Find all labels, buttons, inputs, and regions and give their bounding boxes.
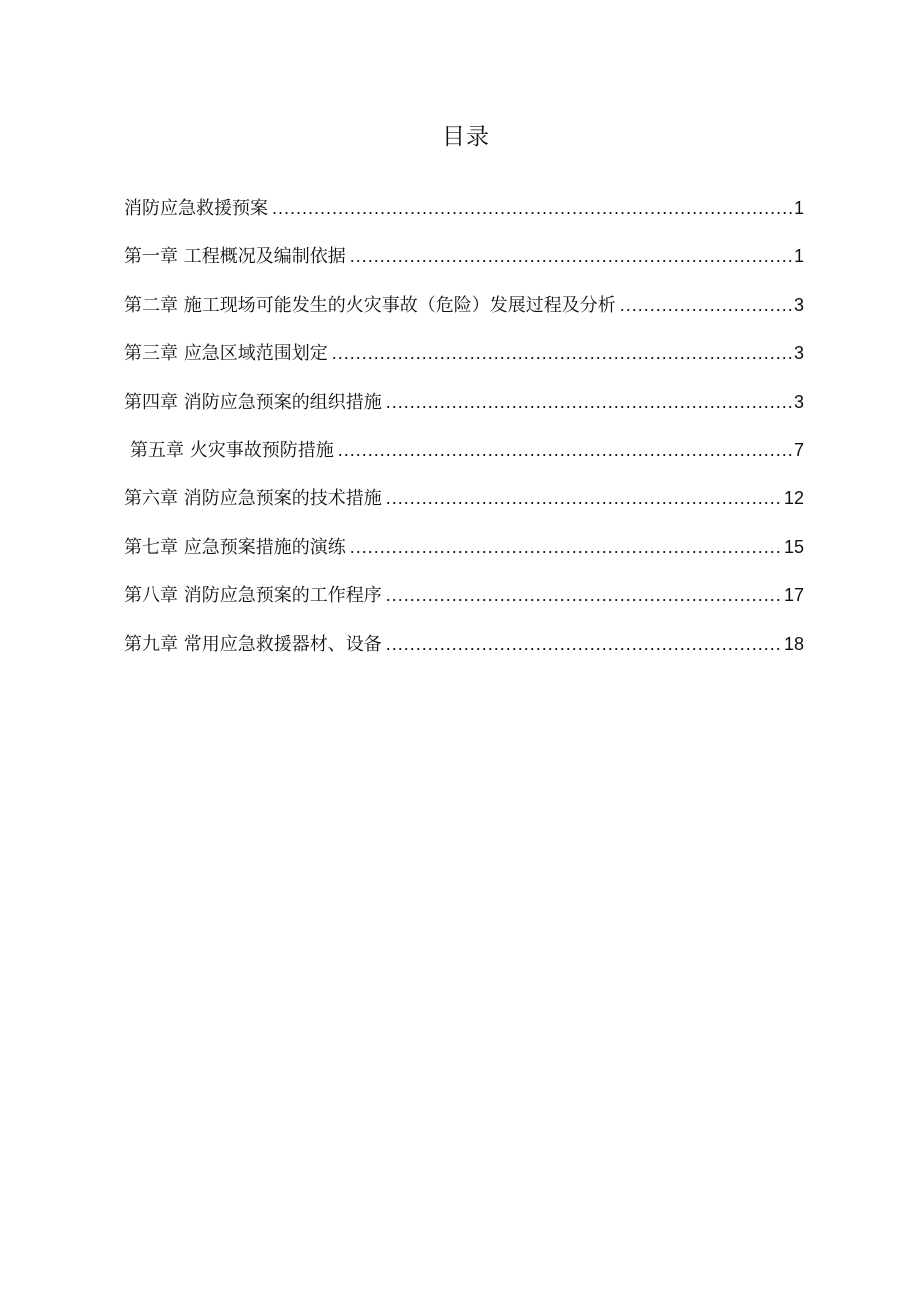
toc-entry-text: 第七章 应急预案措施的演练 — [124, 536, 346, 558]
toc-entry-text: 第九章 常用应急救援器材、设备 — [124, 633, 382, 655]
toc-entry-text: 消防应急救援预案 — [124, 198, 268, 219]
toc-entry-chapter-3[interactable] — [124, 339, 804, 387]
toc-entry-chapter-8[interactable] — [124, 581, 804, 629]
toc-entry-text: 第四章 消防应急预案的组织措施 — [124, 391, 382, 413]
toc-page-number: 7 — [793, 439, 804, 460]
toc-leader-dots — [350, 246, 792, 267]
toc-heading: 目录 — [442, 124, 490, 150]
toc-page-number: 17 — [783, 585, 804, 606]
toc-entry-text: 第二章 施工现场可能发生的火灾事故（危险）发展过程及分析 — [124, 294, 616, 316]
toc-leader-dots — [620, 295, 792, 316]
toc-page-number: 12 — [783, 488, 804, 509]
toc-leader-dots — [338, 440, 792, 461]
toc-leader-dots — [386, 392, 792, 413]
toc-leader-dots — [386, 634, 782, 655]
toc-leader-dots — [272, 198, 792, 219]
table-of-contents — [124, 194, 804, 678]
toc-entry-chapter-4[interactable] — [124, 388, 804, 436]
toc-entry-chapter-2[interactable] — [124, 291, 804, 339]
toc-entry-chapter-1[interactable] — [124, 242, 804, 290]
toc-entry-preface[interactable] — [124, 194, 804, 242]
toc-page-number: 3 — [793, 391, 804, 412]
toc-leader-dots — [386, 585, 782, 606]
toc-entry-text: 第六章 消防应急预案的技术措施 — [124, 488, 382, 510]
toc-entry-text: 第一章 工程概况及编制依据 — [124, 246, 346, 268]
toc-leader-dots — [332, 343, 792, 364]
toc-leader-dots — [350, 537, 782, 558]
toc-page-number: 3 — [793, 294, 804, 315]
toc-page-number: 18 — [783, 633, 804, 654]
toc-entry-text: 第三章 应急区域范围划定 — [124, 343, 328, 365]
toc-entry-text: 第五章 火灾事故预防措施 — [130, 439, 334, 461]
toc-entry-chapter-7[interactable] — [124, 533, 804, 581]
toc-entry-chapter-5[interactable] — [124, 436, 804, 484]
toc-page-number: 1 — [793, 246, 804, 267]
toc-page-number: 3 — [793, 343, 804, 364]
toc-entry-text: 第八章 消防应急预案的工作程序 — [124, 585, 382, 607]
toc-page-number: 15 — [783, 536, 804, 557]
toc-leader-dots — [386, 488, 782, 509]
toc-entry-chapter-6[interactable] — [124, 484, 804, 532]
toc-page-number: 1 — [793, 198, 804, 218]
toc-entry-chapter-9[interactable] — [124, 630, 804, 678]
